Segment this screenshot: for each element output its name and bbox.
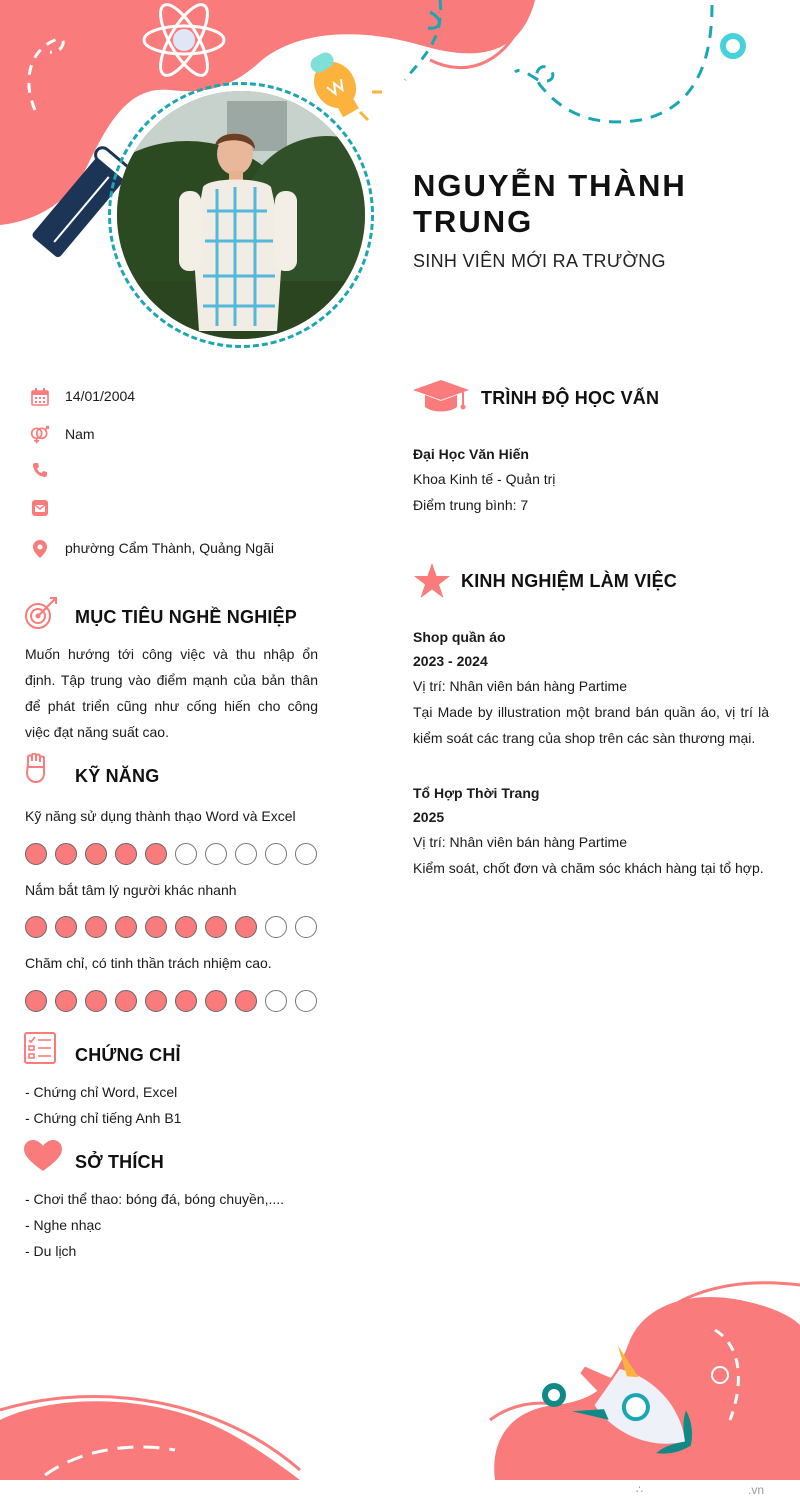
job-position: Vị trí: Nhân viên bán hàng Partime [413,678,628,694]
job-company: Shop quần áo [413,629,506,645]
rating-dot-filled [205,916,227,938]
rating-dot-empty [235,843,257,865]
rating-dot-filled [25,990,47,1012]
calendar-icon [30,387,50,407]
faculty-text: Khoa Kinh tế - Quản trị [413,471,556,487]
skill-rating [25,843,317,865]
certificates-title: CHỨNG CHỈ [75,1045,181,1065]
contact-address [30,537,274,561]
skill-label: Kỹ năng sử dụng thành thạo Word và Excel [25,808,296,824]
gender-icon [30,425,50,445]
objective-text: Muốn hướng tới công việc và thu nhập ổn định. Tập trung vào điểm mạnh của bản thân để phát triển cũng như cống hiến cho công việc đạt năng suất cao. [25,646,318,740]
rating-dot-filled [145,843,167,865]
job-description: Tại Made by illustration một brand bán quần áo, vị trí là kiểm soát các trang của shop trên các sàn thương mại. [413,704,769,746]
candidate-role: SINH VIÊN MỚI RA TRƯỜNG [413,251,666,271]
hobby-item: - Nghe nhạc [25,1217,102,1233]
gender-text: Nam [65,426,95,442]
phone-icon [30,460,50,480]
skill-label: Nắm bắt tâm lý người khác nhanh [25,882,237,898]
rating-dot-filled [55,843,77,865]
rating-dot-filled [55,916,77,938]
hobby-item: - Du lịch [25,1243,77,1259]
rating-dot-filled [145,990,167,1012]
checklist-icon [24,1032,56,1064]
rating-dot-empty [295,990,317,1012]
rating-dot-empty [295,843,317,865]
contact-gender [30,423,95,447]
footer-decoration [0,1270,800,1482]
fist-icon [24,753,48,785]
education-title: TRÌNH ĐỘ HỌC VẤN [481,388,660,408]
skill-rating [25,916,317,938]
rating-dot-empty [175,843,197,865]
school-name: Đại Học Văn Hiến [413,446,529,462]
job-period: 2025 [413,809,445,825]
star-icon [413,563,451,599]
rating-dot-filled [115,990,137,1012]
email-icon [30,498,50,518]
footer-mark-right: .vn [748,1483,765,1497]
hobbies-title: SỞ THÍCH [75,1152,164,1172]
certificate-item: - Chứng chỉ tiếng Anh B1 [25,1110,182,1126]
target-icon [24,596,58,630]
location-pin-icon [30,539,50,559]
rating-dot-filled [25,843,47,865]
certificate-item: - Chứng chỉ Word, Excel [25,1084,178,1100]
candidate-name: NGUYỄN THÀNH TRUNG [413,168,687,239]
rating-dot-empty [265,843,287,865]
graduation-cap-icon [413,380,469,414]
rating-dot-filled [115,916,137,938]
rating-dot-empty [265,916,287,938]
rating-dot-filled [55,990,77,1012]
heart-icon [24,1140,62,1172]
rating-dot-filled [205,990,227,1012]
rating-dot-filled [115,843,137,865]
rating-dot-filled [25,916,47,938]
rating-dot-filled [85,843,107,865]
rating-dot-filled [175,990,197,1012]
gpa-text: Điểm trung bình: 7 [413,497,529,513]
rating-dot-filled [85,990,107,1012]
rating-dot-filled [235,916,257,938]
skills-title: KỸ NĂNG [75,766,160,786]
contact-birthday [30,385,136,409]
rating-dot-filled [145,916,167,938]
experience-title: KINH NGHIỆM LÀM VIỆC [461,571,678,591]
footer-mark-left: ∴ [636,1484,643,1496]
job-period: 2023 - 2024 [413,653,488,669]
job-company: Tổ Hợp Thời Trang [413,785,540,801]
job-position: Vị trí: Nhân viên bán hàng Partime [413,834,628,850]
contact-email [30,496,50,520]
rating-dot-empty [265,990,287,1012]
skill-label: Chăm chỉ, có tinh thần trách nhiệm cao. [25,955,272,971]
rating-dot-filled [175,916,197,938]
rating-dot-empty [295,916,317,938]
rating-dot-filled [235,990,257,1012]
job-description: Kiểm soát, chốt đơn và chăm sóc khách hàng tại tổ hợp. [413,860,764,876]
rating-dot-empty [205,843,227,865]
birthday-text: 14/01/2004 [65,388,136,404]
skill-rating [25,990,317,1012]
contact-phone [30,458,50,482]
rating-dot-filled [85,916,107,938]
profile-photo [117,91,365,339]
objective-title: MỤC TIÊU NGHỀ NGHIỆP [75,607,298,627]
address-text: phường Cẩm Thành, Quảng Ngãi [65,540,274,556]
hobby-item: - Chơi thể thao: bóng đá, bóng chuyền,.... [25,1191,285,1207]
